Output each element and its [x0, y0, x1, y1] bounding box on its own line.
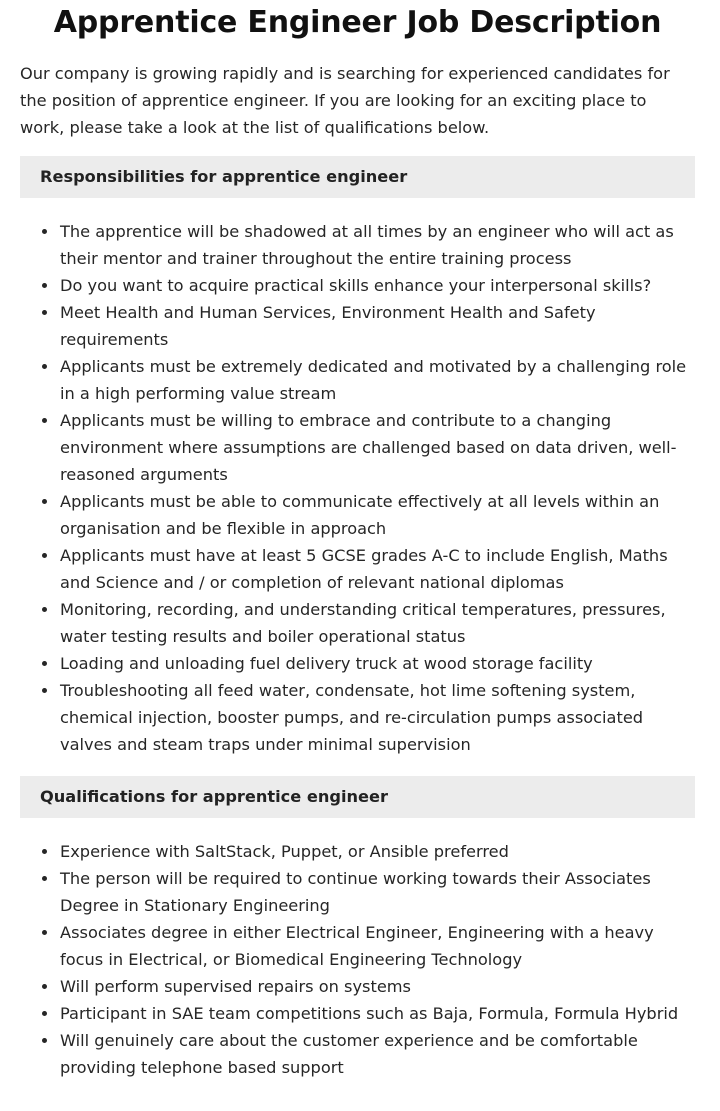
- list-item: Do you want to acquire practical skills enhance your interpersonal skills?: [60, 272, 695, 299]
- intro-paragraph: Our company is growing rapidly and is searching for experienced candidates for the position of apprentice engineer. If you are looking for an exciting place to work, please take a look at the list of qualifications below.: [20, 64, 670, 137]
- list-item: Experience with SaltStack, Puppet, or Ansible preferred: [60, 838, 695, 865]
- list-item: Will genuinely care about the customer experience and be comfortable providing telephone based support: [60, 1027, 695, 1081]
- list-item: Applicants must be willing to embrace and contribute to a changing environment where assumptions are challenged based on data driven, well-reasoned arguments: [60, 407, 695, 488]
- list-item: Will perform supervised repairs on systems: [60, 973, 695, 1000]
- list-item: Troubleshooting all feed water, condensate, hot lime softening system, chemical injection, booster pumps, and re-circulation pumps associated valves and steam traps under minimal supervision: [60, 677, 695, 758]
- list-item: Applicants must be able to communicate effectively at all levels within an organisation and be flexible in approach: [60, 488, 695, 542]
- list-item: Monitoring, recording, and understanding critical temperatures, pressures, water testing results and boiler operational status: [60, 596, 695, 650]
- responsibilities-list: [20, 218, 695, 758]
- list-item: The person will be required to continue working towards their Associates Degree in Stationary Engineering: [60, 865, 695, 919]
- responsibilities-heading: Responsibilities for apprentice engineer: [20, 156, 695, 198]
- qualifications-heading: Qualifications for apprentice engineer: [20, 776, 695, 818]
- list-item: The apprentice will be shadowed at all times by an engineer who will act as their mentor and trainer throughout the entire training process: [60, 218, 695, 272]
- list-item: Applicants must have at least 5 GCSE grades A-C to include English, Maths and Science and / or completion of relevant national diplomas: [60, 542, 695, 596]
- list-item: Meet Health and Human Services, Environment Health and Safety requirements: [60, 299, 695, 353]
- list-item: Associates degree in either Electrical Engineer, Engineering with a heavy focus in Electrical, or Biomedical Engineering Technology: [60, 919, 695, 973]
- list-item: Participant in SAE team competitions such as Baja, Formula, Formula Hybrid: [60, 1000, 695, 1027]
- page-title: Apprentice Engineer Job Description: [53, 5, 662, 40]
- list-item: Applicants must be extremely dedicated and motivated by a challenging role in a high performing value stream: [60, 353, 695, 407]
- list-item: Loading and unloading fuel delivery truck at wood storage facility: [60, 650, 695, 677]
- qualifications-list: [20, 838, 695, 1081]
